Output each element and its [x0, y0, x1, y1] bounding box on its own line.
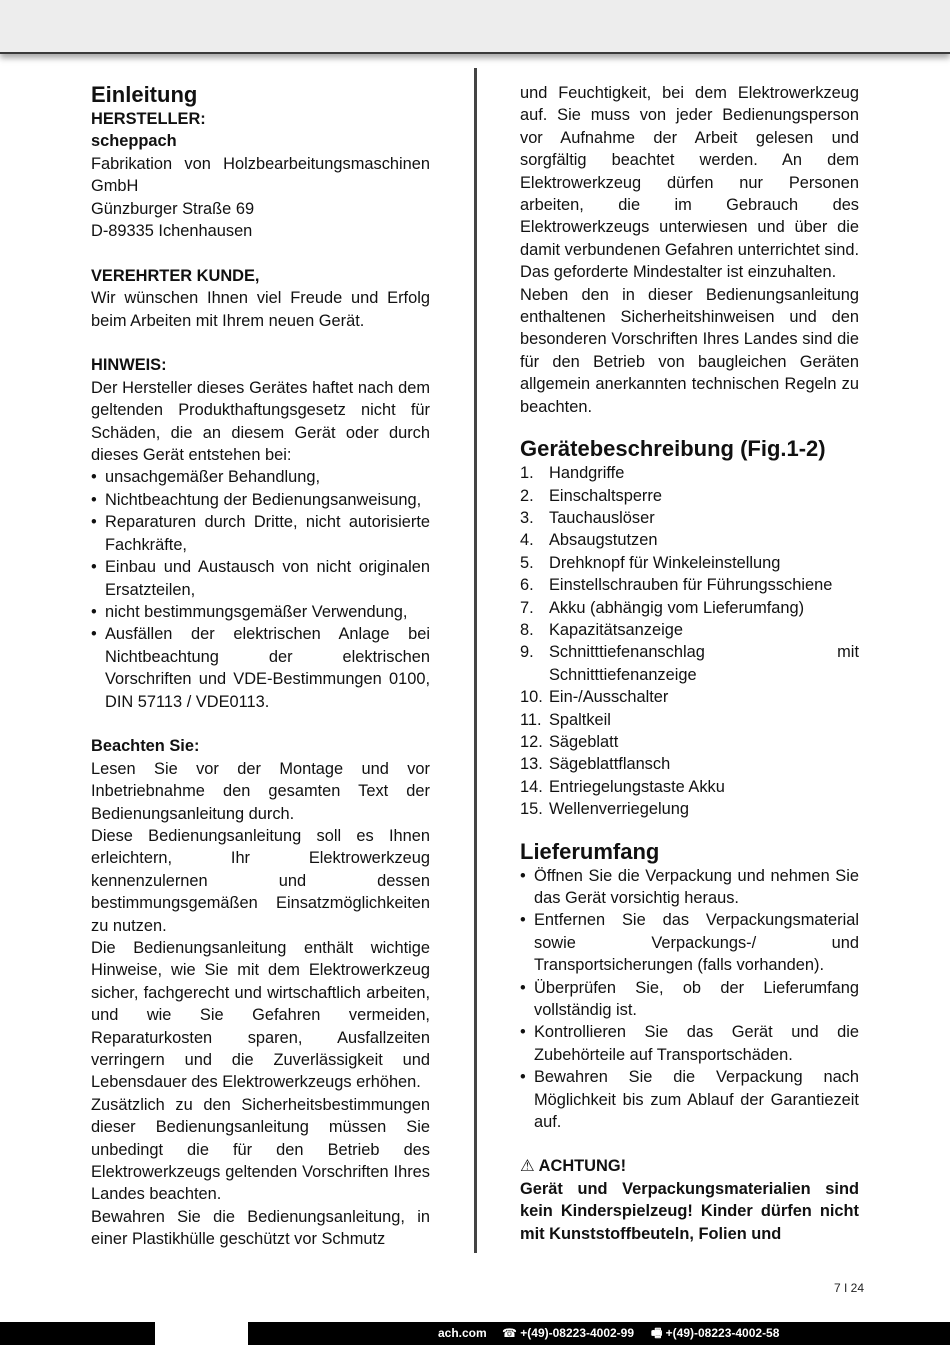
footer-fax: 🖷 +(49)-08223-4002-58: [651, 1326, 780, 1340]
page-number: 7 I 24: [833, 1281, 864, 1295]
column-divider: [474, 68, 477, 1253]
observe-paragraph: Lesen Sie vor der Montage und vor Inbetriebnahme den gesamten Text der Bedienungsanleitung durch.: [91, 759, 430, 823]
delivery-heading: Lieferumfang: [520, 838, 660, 864]
intro-heading: Einleitung: [91, 82, 198, 107]
list-item: 7. Akku (abhängig vom Lieferumfang): [520, 598, 805, 617]
device-description-heading: Gerätebeschreibung (Fig.1-2): [520, 436, 826, 462]
list-item: • nicht bestimmungsgemäßer Verwendung,: [91, 601, 430, 623]
list-item: • unsachgemäßer Behandlung,: [91, 466, 430, 488]
list-item: • Bewahren Sie die Verpackung nach Möglichkeit bis zum Ablauf der Garantiezeit auf.: [520, 1066, 859, 1133]
list-item: 4. Absaugstutzen: [520, 531, 658, 550]
delivery-list: [520, 865, 859, 1134]
list-item: 12. Sägeblatt: [520, 732, 619, 751]
right-column: [520, 82, 859, 1245]
address-line: Günzburger Straße 69: [91, 199, 255, 218]
list-item: 5. Drehknopf für Winkeleinstellung: [520, 553, 781, 572]
list-item: 8. Kapazitätsanzeige: [520, 620, 683, 639]
observe-paragraph: Diese Bedienungsanleitung soll es Ihnen erleichtern, Ihr Elektrowerkzeug kennenzulernen und dessen bestimmungsgemäßen Einsatzmöglichkeiten zu nutzen.: [91, 826, 430, 935]
manufacturer-label: HERSTELLER:: [91, 110, 206, 128]
left-column: [91, 82, 430, 1251]
footer-website[interactable]: ach.com: [438, 1326, 487, 1340]
list-item: • Ausfällen der elektrischen Anlage bei Nichtbeachtung der elektrischen Vorschriften und VDE-Bestimmungen 0100, DIN 57113 / VDE0113.: [91, 623, 430, 713]
list-item: 13. Sägeblattflansch: [520, 755, 671, 774]
list-item: • Überprüfen Sie, ob der Lieferumfang vollständig ist.: [520, 977, 859, 1022]
warning-text: Gerät und Verpackungsmaterialien sind kein Kinderspielzeug! Kinder dürfen nicht mit Kunststoffbeuteln, Folien und: [520, 1179, 859, 1243]
observe-paragraph: Zusätzlich zu den Sicherheitsbestimmungen dieser Bedienungsanleitung müssen Sie unbedingt die für den Betrieb des Elektrowerkzeugs geltenden Vorschriften Ihres Landes beachten.: [91, 1095, 430, 1204]
footer-bar: [248, 1322, 950, 1345]
continued-paragraph: und Feuchtigkeit, bei dem Elektrowerkzeug auf. Sie muss von jeder Bedienungsperson vor Aufnahme der Arbeit gelesen und sorgfältig beachtet werden. An dem Elektrowerkzeug dürfen nur Personen arbeiten, die im Gebrauch des Elektrowerkzeugs unterwiesen und über die damit verbundenen Gefahren unterrichtet sind. Das geforderte Mindestalter ist einzuhalten.: [520, 84, 859, 282]
list-item: 6. Einstellschrauben für Führungsschiene: [520, 576, 833, 595]
warning-label: ACHTUNG!: [538, 1157, 627, 1176]
observe-paragraph: Bewahren Sie die Bedienungsanleitung, in einer Plastikhülle geschützt vor Schmutz: [91, 1207, 430, 1249]
note-text: Der Hersteller dieses Gerätes haftet nach dem geltenden Produkthaftungsgesetz nicht für Schäden, die an diesem Gerät oder durch dieses Gerät entstehen bei:: [91, 378, 430, 465]
list-item: 3. Tauchauslöser: [520, 508, 655, 527]
list-item: • Kontrollieren Sie das Gerät und die Zubehörteile auf Transportschäden.: [520, 1021, 859, 1066]
header-band: [0, 0, 950, 54]
footer-bar-left: [0, 1322, 155, 1345]
note-label: HINWEIS:: [91, 356, 167, 375]
company-name: scheppach: [91, 132, 177, 151]
warning-triangle-icon: ⚠: [520, 1157, 535, 1176]
dear-customer-label: VEREHRTER KUNDE,: [91, 266, 260, 285]
list-item: 15. Wellenverriegelung: [520, 800, 690, 819]
list-item: • Entfernen Sie das Verpackungsmaterial sowie Verpackungs-/ und Transportsicherungen (falls vorhanden).: [520, 909, 859, 976]
list-item: • Nichtbeachtung der Bedienungsanweisung,: [91, 489, 430, 511]
list-item: 14. Entriegelungstaste Akku: [520, 777, 725, 796]
address-line: D-89335 Ichenhausen: [91, 222, 253, 241]
list-item: 11. Spaltkeil: [520, 710, 611, 729]
observe-paragraph: Die Bedienungsanleitung enthält wichtige Hinweise, wie Sie mit dem Elektrowerkzeug sicher, fachgerecht und wirtschaftlich arbeiten, und wie Sie Gefahren vermeiden, Reparaturkosten sparen, Ausfallzeiten verringern und die Zuverlässigkeit und Lebensdauer des Elektrowerkzeugs erhöhen.: [91, 938, 430, 1092]
list-item: • Einbau und Austausch von nicht originalen Ersatzteilen,: [91, 556, 430, 601]
observe-label: Beachten Sie:: [91, 737, 200, 756]
warning-heading: [520, 1155, 859, 1177]
continued-paragraph: Neben den in dieser Bedienungsanleitung enthaltenen Sicherheitshinweisen und den besonderen Vorschriften Ihres Landes sind die für den Betrieb von baugleichen Geräten allgemein anerkannten technischen Regeln zu beachten.: [520, 285, 859, 416]
list-item: 2. Einschaltsperre: [520, 486, 662, 505]
device-parts-list: [520, 462, 859, 821]
list-item: 9. Schnitttiefenanschlag mit Schnitttiefenanzeige: [520, 643, 859, 684]
list-item: • Reparaturen durch Dritte, nicht autorisierte Fachkräfte,: [91, 511, 430, 556]
list-item: 10. Ein-/Ausschalter: [520, 688, 669, 707]
list-item: 1. Handgriffe: [520, 464, 625, 483]
note-list: [91, 466, 430, 712]
list-item: • Öffnen Sie die Verpackung und nehmen Sie das Gerät vorsichtig heraus.: [520, 865, 859, 910]
address-line: Fabrikation von Holzbearbeitungsmaschinen GmbH: [91, 154, 430, 196]
footer-phone: ☎ +(49)-08223-4002-99: [502, 1326, 635, 1340]
dear-customer-text: Wir wünschen Ihnen viel Freude und Erfolg beim Arbeiten mit Ihrem neuen Gerät.: [91, 289, 430, 330]
